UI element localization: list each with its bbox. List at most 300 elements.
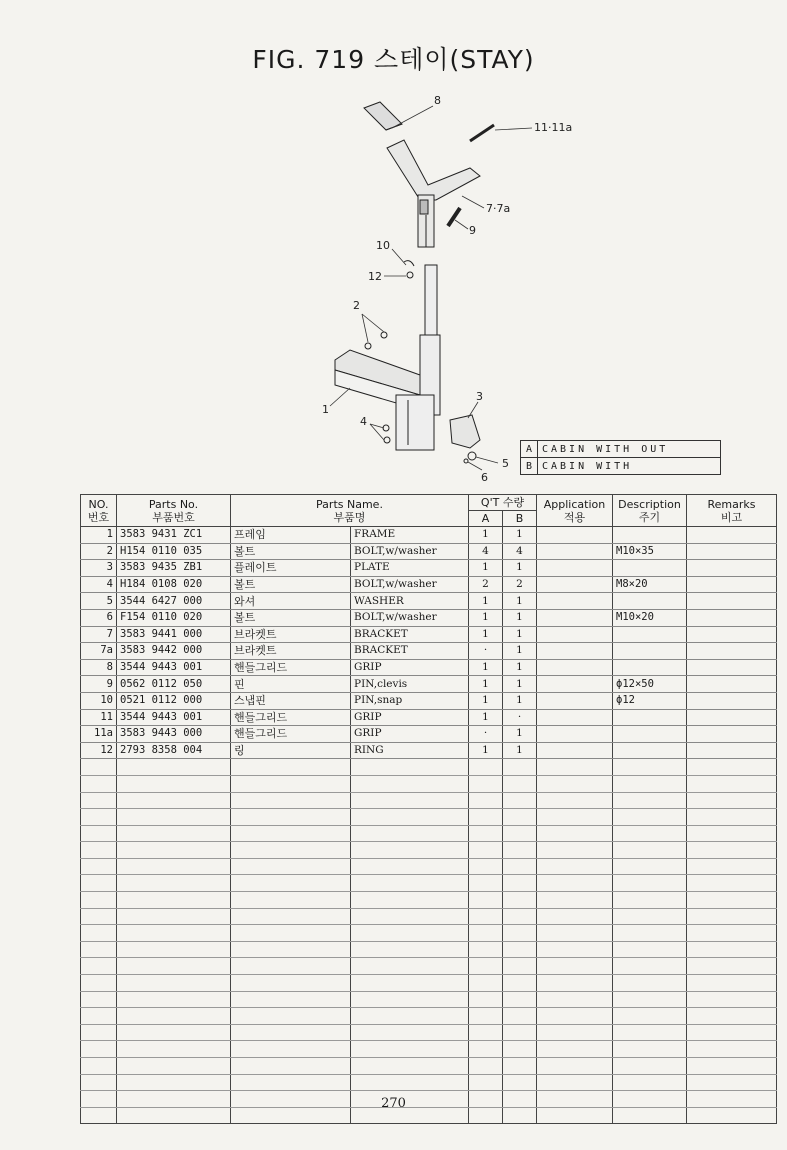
part-name-english: BRACKET xyxy=(351,643,469,660)
empty-cell xyxy=(81,958,117,975)
empty-cell xyxy=(503,1041,537,1058)
empty-cell xyxy=(469,1041,503,1058)
empty-cell xyxy=(613,792,687,809)
description: ϕ12×50 xyxy=(613,676,687,693)
row-number: 7a xyxy=(81,643,117,660)
empty-cell xyxy=(231,941,351,958)
empty-cell xyxy=(613,809,687,826)
empty-cell xyxy=(231,809,351,826)
part-number: 0521 0112 000 xyxy=(117,692,231,709)
empty-cell xyxy=(469,875,503,892)
empty-cell xyxy=(687,1074,777,1091)
empty-cell xyxy=(351,858,469,875)
empty-cell xyxy=(351,958,469,975)
application-legend xyxy=(520,440,721,475)
description xyxy=(613,709,687,726)
empty-cell xyxy=(117,1024,231,1041)
description xyxy=(613,726,687,743)
empty-row xyxy=(81,792,777,809)
empty-cell xyxy=(503,825,537,842)
empty-cell xyxy=(117,991,231,1008)
empty-cell xyxy=(469,892,503,909)
empty-cell xyxy=(117,792,231,809)
empty-cell xyxy=(351,1008,469,1025)
callout-5: 5 xyxy=(502,457,509,470)
empty-row xyxy=(81,991,777,1008)
table-row xyxy=(81,560,777,577)
empty-row xyxy=(81,941,777,958)
description xyxy=(613,659,687,676)
part-name-english: RING xyxy=(351,742,469,759)
row-number: 4 xyxy=(81,576,117,593)
empty-cell xyxy=(81,941,117,958)
row-number: 12 xyxy=(81,742,117,759)
description: M8×20 xyxy=(613,576,687,593)
qty-a: 1 xyxy=(469,692,503,709)
qty-b: 1 xyxy=(503,560,537,577)
table-row xyxy=(81,593,777,610)
remarks xyxy=(687,643,777,660)
empty-cell xyxy=(351,775,469,792)
remarks xyxy=(687,742,777,759)
empty-cell xyxy=(351,1024,469,1041)
empty-cell xyxy=(81,908,117,925)
part-name-korean: 링 xyxy=(231,742,351,759)
qty-a: 1 xyxy=(469,527,503,544)
part-number: 3544 9443 001 xyxy=(117,659,231,676)
part-name-english: FRAME xyxy=(351,527,469,544)
callout-9: 9 xyxy=(469,224,476,237)
empty-cell xyxy=(503,792,537,809)
empty-cell xyxy=(117,958,231,975)
empty-cell xyxy=(81,809,117,826)
application xyxy=(537,560,613,577)
empty-row xyxy=(81,1074,777,1091)
remarks xyxy=(687,692,777,709)
header-qty-a: A xyxy=(469,511,503,527)
remarks xyxy=(687,593,777,610)
row-number: 5 xyxy=(81,593,117,610)
empty-cell xyxy=(613,925,687,942)
empty-cell xyxy=(687,842,777,859)
part-name-english: GRIP xyxy=(351,726,469,743)
empty-cell xyxy=(687,825,777,842)
empty-cell xyxy=(231,892,351,909)
empty-cell xyxy=(613,759,687,776)
remarks xyxy=(687,576,777,593)
empty-cell xyxy=(81,1008,117,1025)
part-name-english: BOLT,w/washer xyxy=(351,576,469,593)
remarks xyxy=(687,676,777,693)
application xyxy=(537,609,613,626)
empty-cell xyxy=(537,759,613,776)
empty-cell xyxy=(503,858,537,875)
header-description: Description 주기 xyxy=(613,495,687,527)
legend-row xyxy=(521,458,721,475)
part-name-korean: 와셔 xyxy=(231,593,351,610)
empty-cell xyxy=(117,1008,231,1025)
qty-a: 2 xyxy=(469,576,503,593)
empty-cell xyxy=(81,759,117,776)
empty-cell xyxy=(351,792,469,809)
empty-cell xyxy=(81,858,117,875)
row-number: 1 xyxy=(81,527,117,544)
empty-cell xyxy=(503,1074,537,1091)
empty-cell xyxy=(469,1074,503,1091)
application xyxy=(537,543,613,560)
figure-title: FIG. 719 스테이(STAY) xyxy=(252,45,535,74)
page-number: 270 xyxy=(381,1096,406,1111)
empty-cell xyxy=(351,842,469,859)
empty-cell xyxy=(469,991,503,1008)
table-row xyxy=(81,676,777,693)
part-name-korean: 볼트 xyxy=(231,576,351,593)
empty-row xyxy=(81,1041,777,1058)
empty-cell xyxy=(231,1024,351,1041)
snap-pin-ring-part xyxy=(404,261,414,278)
frame-part xyxy=(335,265,440,450)
legend-key: B xyxy=(521,458,538,475)
description xyxy=(613,527,687,544)
empty-row xyxy=(81,825,777,842)
row-number: 8 xyxy=(81,659,117,676)
empty-cell xyxy=(351,825,469,842)
empty-cell xyxy=(469,1008,503,1025)
remarks xyxy=(687,659,777,676)
callout-12: 12 xyxy=(368,270,382,283)
empty-cell xyxy=(469,958,503,975)
empty-cell xyxy=(537,1008,613,1025)
description: M10×20 xyxy=(613,609,687,626)
part-name-english: PIN,clevis xyxy=(351,676,469,693)
empty-cell xyxy=(469,1024,503,1041)
empty-cell xyxy=(537,941,613,958)
table-row xyxy=(81,626,777,643)
empty-cell xyxy=(351,1074,469,1091)
remarks xyxy=(687,709,777,726)
empty-cell xyxy=(503,759,537,776)
empty-cell xyxy=(351,1058,469,1075)
empty-row xyxy=(81,1008,777,1025)
application xyxy=(537,692,613,709)
header-no: NO. 번호 xyxy=(81,495,117,527)
callout-3: 3 xyxy=(476,390,483,403)
row-number: 6 xyxy=(81,609,117,626)
application xyxy=(537,626,613,643)
exploded-parts-diagram xyxy=(0,80,787,490)
application xyxy=(537,593,613,610)
empty-cell xyxy=(469,825,503,842)
empty-row xyxy=(81,892,777,909)
description xyxy=(613,643,687,660)
description xyxy=(613,742,687,759)
application xyxy=(537,643,613,660)
table-header-row xyxy=(81,495,777,511)
empty-cell xyxy=(503,809,537,826)
remarks xyxy=(687,543,777,560)
part-number: 3544 9443 001 xyxy=(117,709,231,726)
empty-cell xyxy=(687,1041,777,1058)
empty-cell xyxy=(231,825,351,842)
empty-cell xyxy=(687,925,777,942)
empty-cell xyxy=(351,908,469,925)
part-name-english: GRIP xyxy=(351,709,469,726)
qty-a: 1 xyxy=(469,676,503,693)
empty-cell xyxy=(117,1074,231,1091)
remarks xyxy=(687,626,777,643)
empty-cell xyxy=(613,875,687,892)
qty-a: 1 xyxy=(469,742,503,759)
qty-a: 1 xyxy=(469,560,503,577)
part-name-korean: 브라켓트 xyxy=(231,643,351,660)
callout-8: 8 xyxy=(434,94,441,107)
empty-cell xyxy=(503,775,537,792)
header-remarks: Remarks 비고 xyxy=(687,495,777,527)
empty-cell xyxy=(503,975,537,992)
empty-cell xyxy=(231,1041,351,1058)
empty-cell xyxy=(687,1024,777,1041)
qty-b: 1 xyxy=(503,626,537,643)
part-number: F154 0110 020 xyxy=(117,609,231,626)
empty-cell xyxy=(687,908,777,925)
empty-cell xyxy=(231,792,351,809)
qty-a: 1 xyxy=(469,626,503,643)
plate-part xyxy=(450,415,480,448)
empty-row xyxy=(81,842,777,859)
callout-2: 2 xyxy=(353,299,360,312)
empty-cell xyxy=(503,991,537,1008)
part-name-english: GRIP xyxy=(351,659,469,676)
part-name-korean: 브라켓트 xyxy=(231,626,351,643)
qty-a: · xyxy=(469,643,503,660)
row-number: 3 xyxy=(81,560,117,577)
parts-table-body xyxy=(81,527,777,1124)
row-number: 7 xyxy=(81,626,117,643)
grip-11-part xyxy=(470,125,494,141)
empty-cell xyxy=(687,892,777,909)
empty-cell xyxy=(613,958,687,975)
empty-cell xyxy=(687,941,777,958)
qty-a: 1 xyxy=(469,609,503,626)
empty-cell xyxy=(503,1008,537,1025)
empty-cell xyxy=(537,1024,613,1041)
empty-cell xyxy=(117,775,231,792)
empty-cell xyxy=(613,892,687,909)
empty-cell xyxy=(81,1074,117,1091)
callout-10: 10 xyxy=(376,239,390,252)
empty-cell xyxy=(613,775,687,792)
empty-cell xyxy=(231,775,351,792)
callout-11: 11·11a xyxy=(534,121,573,134)
part-name-english: BOLT,w/washer xyxy=(351,543,469,560)
empty-cell xyxy=(117,892,231,909)
empty-row xyxy=(81,809,777,826)
empty-row xyxy=(81,958,777,975)
description xyxy=(613,626,687,643)
empty-row xyxy=(81,875,777,892)
empty-cell xyxy=(231,875,351,892)
bolt-pair-2 xyxy=(365,332,387,349)
pin-part xyxy=(448,208,460,226)
part-number: 3583 9435 ZB1 xyxy=(117,560,231,577)
empty-cell xyxy=(503,842,537,859)
qty-b: 1 xyxy=(503,609,537,626)
empty-cell xyxy=(613,991,687,1008)
qty-b: 1 xyxy=(503,643,537,660)
empty-cell xyxy=(81,975,117,992)
empty-cell xyxy=(469,809,503,826)
table-row xyxy=(81,692,777,709)
application xyxy=(537,742,613,759)
empty-cell xyxy=(351,759,469,776)
description xyxy=(613,593,687,610)
empty-cell xyxy=(503,925,537,942)
empty-cell xyxy=(537,825,613,842)
legend-value: CABIN WITH OUT xyxy=(538,441,721,458)
application xyxy=(537,726,613,743)
empty-cell xyxy=(503,908,537,925)
empty-cell xyxy=(351,991,469,1008)
description xyxy=(613,560,687,577)
empty-cell xyxy=(117,908,231,925)
part-name-korean: 핸들그리드 xyxy=(231,726,351,743)
empty-cell xyxy=(537,775,613,792)
empty-cell xyxy=(117,759,231,776)
empty-cell xyxy=(687,858,777,875)
part-name-korean: 핀 xyxy=(231,676,351,693)
empty-cell xyxy=(351,975,469,992)
application xyxy=(537,576,613,593)
empty-cell xyxy=(469,858,503,875)
remarks xyxy=(687,726,777,743)
empty-cell xyxy=(231,975,351,992)
empty-cell xyxy=(117,941,231,958)
empty-cell xyxy=(469,925,503,942)
part-number: 3583 9442 000 xyxy=(117,643,231,660)
empty-cell xyxy=(537,1074,613,1091)
empty-cell xyxy=(231,925,351,942)
qty-b: 1 xyxy=(503,659,537,676)
part-name-english: PLATE xyxy=(351,560,469,577)
empty-cell xyxy=(351,925,469,942)
part-name-korean: 핸들그리드 xyxy=(231,659,351,676)
part-number: 3583 9431 ZC1 xyxy=(117,527,231,544)
empty-cell xyxy=(81,925,117,942)
empty-cell xyxy=(613,1024,687,1041)
qty-b: · xyxy=(503,709,537,726)
header-application: Application 적용 xyxy=(537,495,613,527)
table-row xyxy=(81,527,777,544)
empty-cell xyxy=(117,925,231,942)
washer-bolt-part xyxy=(464,452,476,463)
table-row xyxy=(81,709,777,726)
application xyxy=(537,709,613,726)
empty-row xyxy=(81,1058,777,1075)
part-number: H184 0108 020 xyxy=(117,576,231,593)
empty-cell xyxy=(117,842,231,859)
part-number: H154 0110 035 xyxy=(117,543,231,560)
empty-cell xyxy=(503,941,537,958)
part-name-english: BRACKET xyxy=(351,626,469,643)
empty-cell xyxy=(351,892,469,909)
table-row xyxy=(81,543,777,560)
description: M10×35 xyxy=(613,543,687,560)
empty-cell xyxy=(537,892,613,909)
empty-row xyxy=(81,975,777,992)
empty-cell xyxy=(687,975,777,992)
part-name-english: WASHER xyxy=(351,593,469,610)
legend-row xyxy=(521,441,721,458)
qty-b: 1 xyxy=(503,692,537,709)
qty-a: 4 xyxy=(469,543,503,560)
empty-cell xyxy=(613,975,687,992)
legend-value: CABIN WITH xyxy=(538,458,721,475)
empty-cell xyxy=(687,792,777,809)
part-name-korean: 스냅핀 xyxy=(231,692,351,709)
empty-cell xyxy=(231,908,351,925)
empty-cell xyxy=(81,825,117,842)
empty-cell xyxy=(537,858,613,875)
empty-cell xyxy=(687,775,777,792)
empty-cell xyxy=(613,1041,687,1058)
table-row xyxy=(81,576,777,593)
table-row xyxy=(81,742,777,759)
empty-cell xyxy=(687,1058,777,1075)
remarks xyxy=(687,560,777,577)
legend-key: A xyxy=(521,441,538,458)
empty-cell xyxy=(687,958,777,975)
part-name-english: BOLT,w/washer xyxy=(351,609,469,626)
application xyxy=(537,676,613,693)
empty-cell xyxy=(469,775,503,792)
empty-cell xyxy=(537,975,613,992)
empty-row xyxy=(81,775,777,792)
header-parts-no: Parts No. 부품번호 xyxy=(117,495,231,527)
empty-cell xyxy=(81,792,117,809)
empty-cell xyxy=(351,875,469,892)
empty-row xyxy=(81,925,777,942)
empty-cell xyxy=(81,842,117,859)
empty-row xyxy=(81,858,777,875)
empty-cell xyxy=(231,991,351,1008)
empty-cell xyxy=(537,908,613,925)
description: ϕ12 xyxy=(613,692,687,709)
empty-cell xyxy=(503,892,537,909)
empty-cell xyxy=(81,1058,117,1075)
qty-b: 2 xyxy=(503,576,537,593)
empty-cell xyxy=(351,1041,469,1058)
empty-row xyxy=(81,759,777,776)
empty-cell xyxy=(469,1058,503,1075)
empty-cell xyxy=(117,825,231,842)
callout-7: 7·7a xyxy=(486,202,511,215)
empty-cell xyxy=(117,1041,231,1058)
empty-row xyxy=(81,1024,777,1041)
qty-b: 1 xyxy=(503,726,537,743)
empty-cell xyxy=(613,842,687,859)
header-qty: Q'T 수량 xyxy=(469,495,537,511)
empty-cell xyxy=(537,1058,613,1075)
qty-b: 1 xyxy=(503,742,537,759)
empty-cell xyxy=(231,1058,351,1075)
empty-cell xyxy=(351,941,469,958)
qty-b: 1 xyxy=(503,593,537,610)
empty-cell xyxy=(231,1008,351,1025)
empty-cell xyxy=(117,1058,231,1075)
empty-cell xyxy=(537,792,613,809)
empty-cell xyxy=(81,775,117,792)
empty-cell xyxy=(687,875,777,892)
